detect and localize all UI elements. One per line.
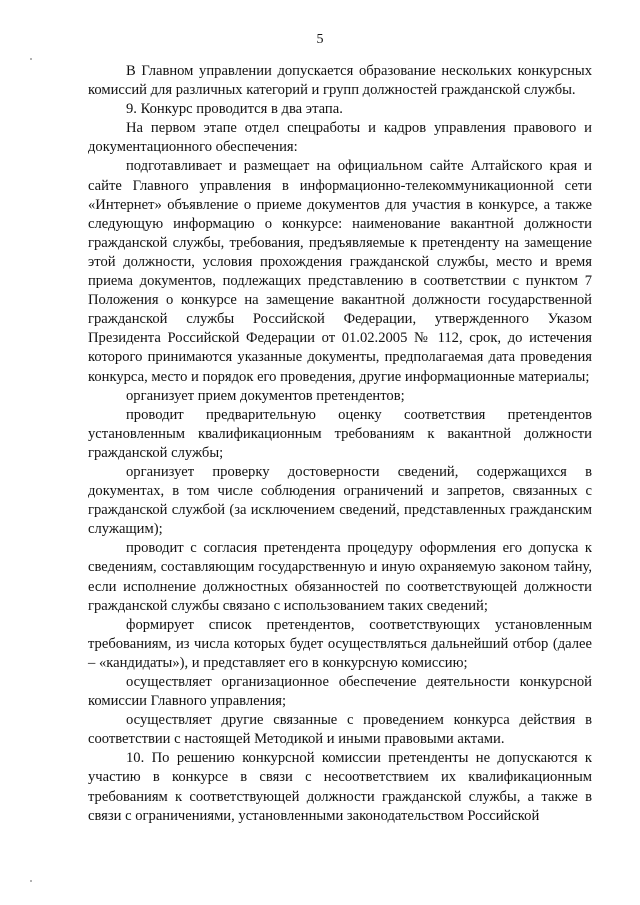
paragraph-commission-formation: В Главном управлении допускается образование нескольких конкурсных комиссий для различных категорий и групп должностей гражданской службы. bbox=[88, 63, 592, 99]
paragraph-candidate-list: формирует список претендентов, соответствующих установленным требованиям, из числа которых будет осуществляться дальнейший отбор (далее – «кандидаты»), и представляет его в конкурсную комиссию; bbox=[88, 616, 592, 671]
scan-speck bbox=[30, 58, 32, 60]
document-body bbox=[88, 62, 592, 826]
paragraph-clearance-procedure: проводит с согласия претендента процедуру оформления его допуска к сведениям, составляющим государственную и иную охраняемую законом тайну, если исполнение должностных обязанностей по соответствующей должности гражданской службы связано с использованием таких сведений; bbox=[88, 540, 592, 614]
page-number: 5 bbox=[316, 32, 324, 47]
paragraph-not-admitted: 10. По решению конкурсной комиссии претенденты не допускаются к участию в конкурсе в связи с несоответствием их квалификационным требованиям к соответствующей должности гражданской службы, а также в связи с ограничениями, установленными законодательством Российской bbox=[88, 750, 592, 824]
paragraph-two-stages: 9. Конкурс проводится в два этапа. bbox=[126, 101, 343, 118]
paragraph-other-actions: осуществляет другие связанные с проведением конкурса действия в соответствии с настоящей Методикой и иными правовыми актами. bbox=[88, 712, 592, 748]
scan-speck bbox=[30, 880, 32, 882]
paragraph-publishes-announcement: подготавливает и размещает на официальном сайте Алтайского края и сайте Главного управления в информационно-телекоммуникационной сети «Интернет» объявление о приеме документов для участия в конкурсе, а также следующую информацию о конкурсе: наименование вакантной должности гражданской службы, требования, предъявляемые к претенденту на замещение этой должности, условия прохождения гражданской службы, место и время приема документов, подлежащих представлению в соответствии с пунктом 7 Положения о конкурсе на замещение вакантной должности государственной гражданской службы Российской Федерации, утвержденного Указом Президента Российской Федерации от 01.02.2005 № 112, срок, до истечения которого принимаются указанные документы, предполагаемая дата проведения конкурса, место и порядок его проведения, другие информационные материалы; bbox=[88, 158, 592, 385]
paragraph-organizational-support: осуществляет организационное обеспечение деятельности конкурсной комиссии Главного управления; bbox=[88, 674, 592, 710]
paragraph-accepts-documents: организует прием документов претендентов; bbox=[126, 387, 405, 404]
paragraph-verification: организует проверку достоверности сведений, содержащихся в документах, в том числе соблюдения ограничений и запретов, связанных с гражданской службой (за исключением сведений, представленных гражданским служащим); bbox=[88, 463, 592, 538]
paragraph-preliminary-assessment: проводит предварительную оценку соответствия претендентов установленным квалификационным требованиям к вакантной должности гражданской службы; bbox=[88, 406, 592, 461]
paragraph-first-stage-intro: На первом этапе отдел спецработы и кадров управления правового и документационного обеспечения: bbox=[88, 120, 592, 156]
